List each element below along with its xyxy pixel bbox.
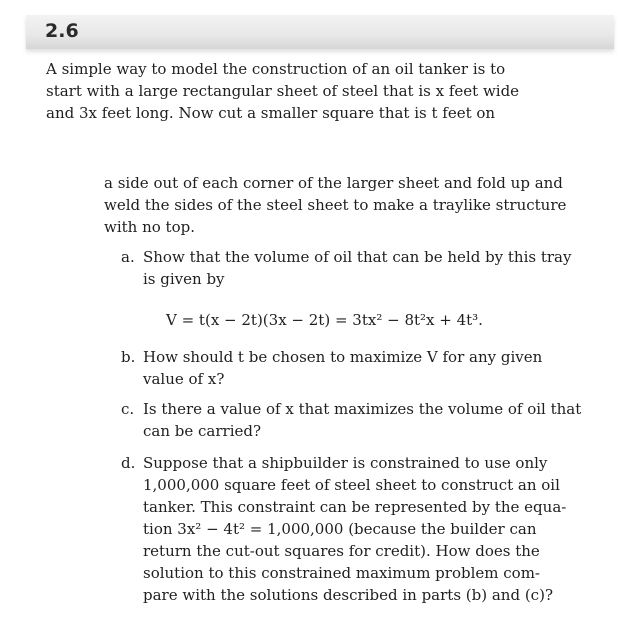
part-c [121,398,591,442]
cont-line: weld the sides of the steel sheet to make a traylike structure [104,196,567,214]
section-header [26,15,614,49]
part-label: b. [121,348,136,366]
part-line: 1,000,000 square feet of steel sheet to construct an oil [143,476,560,494]
volume-formula: V = t(x − 2t)(3x − 2t) = 3tx² − 8t²x + 4t³. [166,311,483,329]
section-number: 2.6 [45,20,79,42]
problem-intro [46,58,566,124]
part-line: solution to this constrained maximum problem com- [143,564,540,582]
intro-line: A simple way to model the construction of an oil tanker is to [46,60,506,78]
part-line: is given by [143,270,225,288]
part-line: tion 3x² − 4t² = 1,000,000 (because the builder can [143,520,537,538]
cont-line: with no top. [104,218,195,236]
problem-continuation [104,172,584,238]
part-b [121,346,591,390]
part-line: tanker. This constraint can be represented by the equa- [143,498,567,516]
part-label: a. [121,248,135,266]
part-line: can be carried? [143,422,262,440]
intro-line: and 3x feet long. Now cut a smaller square that is t feet on [46,104,496,122]
part-line: Is there a value of x that maximizes the volume of oil that [143,400,582,418]
part-line: Show that the volume of oil that can be held by this tray [143,248,572,266]
part-label: d. [121,454,136,472]
part-d [121,452,591,606]
cont-line: a side out of each corner of the larger sheet and fold up and [104,174,563,192]
part-line: How should t be chosen to maximize V for any given [143,348,543,366]
intro-line: start with a large rectangular sheet of steel that is x feet wide [46,82,520,100]
part-line: Suppose that a shipbuilder is constrained to use only [143,454,548,472]
part-a [121,246,591,290]
part-label: c. [121,400,135,418]
part-line: value of x? [143,370,225,388]
part-line: pare with the solutions described in parts (b) and (c)? [143,586,553,604]
part-line: return the cut-out squares for credit). How does the [143,542,540,560]
